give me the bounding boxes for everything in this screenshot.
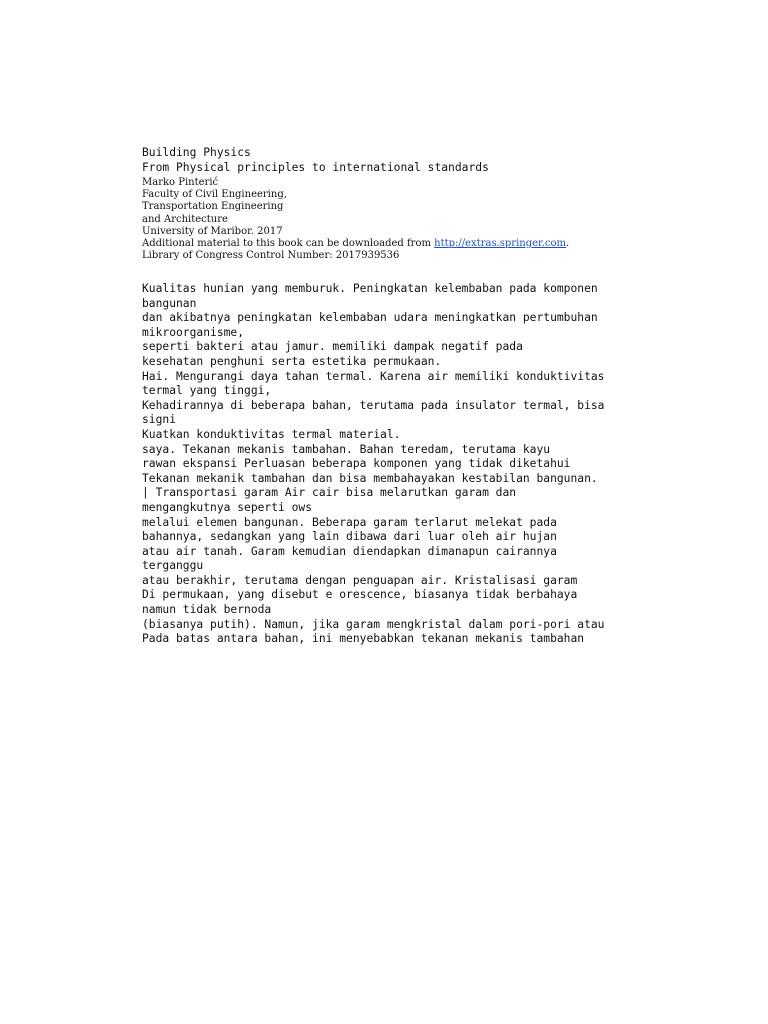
body-line: Tekanan mekanik tambahan dan bisa membahayakan kestabilan bangunan. — [142, 471, 598, 485]
book-metadata — [142, 177, 722, 262]
body-line: bahannya, sedangkan yang lain dibawa dari luar oleh air hujan — [142, 530, 557, 544]
book-subtitle: From Physical principles to international standards — [142, 161, 489, 174]
affiliation-line-3: and Architecture — [142, 213, 228, 225]
body-text — [142, 282, 722, 647]
body-line: Pada batas antara bahan, ini menyebabkan tekanan mekanis tambahan — [142, 632, 585, 646]
body-line: dan akibatnya peningkatan kelembaban udara meningkatkan pertumbuhan — [142, 311, 598, 325]
body-line: mikroorganisme, — [142, 325, 245, 339]
body-line: bangunan — [142, 296, 197, 310]
affiliation-line-2: Transportation Engineering — [142, 201, 284, 213]
body-line: Di permukaan, yang disebut e orescence, biasanya tidak berbahaya — [142, 588, 578, 602]
body-line: saya. Tekanan mekanis tambahan. Bahan teredam, terutama kayu — [142, 442, 551, 456]
affiliation-line-1: Faculty of Civil Engineering, — [142, 189, 287, 201]
springer-extras-link[interactable]: http://extras.springer.com — [434, 238, 567, 250]
body-line: seperti bakteri atau jamur. memiliki dampak negatif pada — [142, 340, 523, 354]
body-line: Kehadirannya di beberapa bahan, terutama pada insulator termal, bisa — [142, 398, 605, 412]
body-line: namun tidak bernoda — [142, 603, 272, 617]
body-line: kesehatan penghuni serta estetika permukaan. — [142, 354, 442, 368]
body-line: Kualitas hunian yang memburuk. Peningkatan kelembaban pada komponen — [142, 282, 598, 295]
body-line: | Transportasi garam Air cair bisa melarutkan garam dan — [142, 486, 517, 500]
body-line: Kuatkan konduktivitas termal material. — [142, 427, 401, 441]
body-line: atau berakhir, terutama dengan penguapan air. Kristalisasi garam — [142, 573, 578, 587]
body-line: termal yang tinggi, — [142, 384, 272, 398]
body-line: atau air tanah. Garam kemudian diendapkan dimanapun cairannya — [142, 544, 557, 558]
body-line: mengangkutnya seperti ows — [142, 500, 313, 514]
body-line: (biasanya putih). Namun, jika garam mengkristal dalam pori-pori atau — [142, 617, 605, 631]
additional-material-text: Additional material to this book can be downloaded from — [142, 238, 435, 250]
additional-material-suffix: . — [566, 238, 570, 250]
body-line: signi — [142, 413, 177, 427]
book-header — [142, 145, 722, 175]
affiliation-line-4: University of Maribor. 2017 — [142, 225, 283, 237]
library-of-congress-number: Library of Congress Control Number: 2017939536 — [142, 250, 400, 262]
author-name: Marko Pinterić — [142, 177, 219, 188]
body-line: melalui elemen bangunan. Beberapa garam terlarut melekat pada — [142, 515, 557, 529]
body-line: Hai. Mengurangi daya tahan termal. Karena air memiliki konduktivitas — [142, 369, 605, 383]
book-title: Building Physics — [142, 146, 251, 159]
additional-material-line — [142, 238, 722, 250]
body-line: rawan ekspansi Perluasan beberapa komponen yang tidak diketahui — [142, 457, 571, 471]
body-line: terganggu — [142, 559, 204, 573]
